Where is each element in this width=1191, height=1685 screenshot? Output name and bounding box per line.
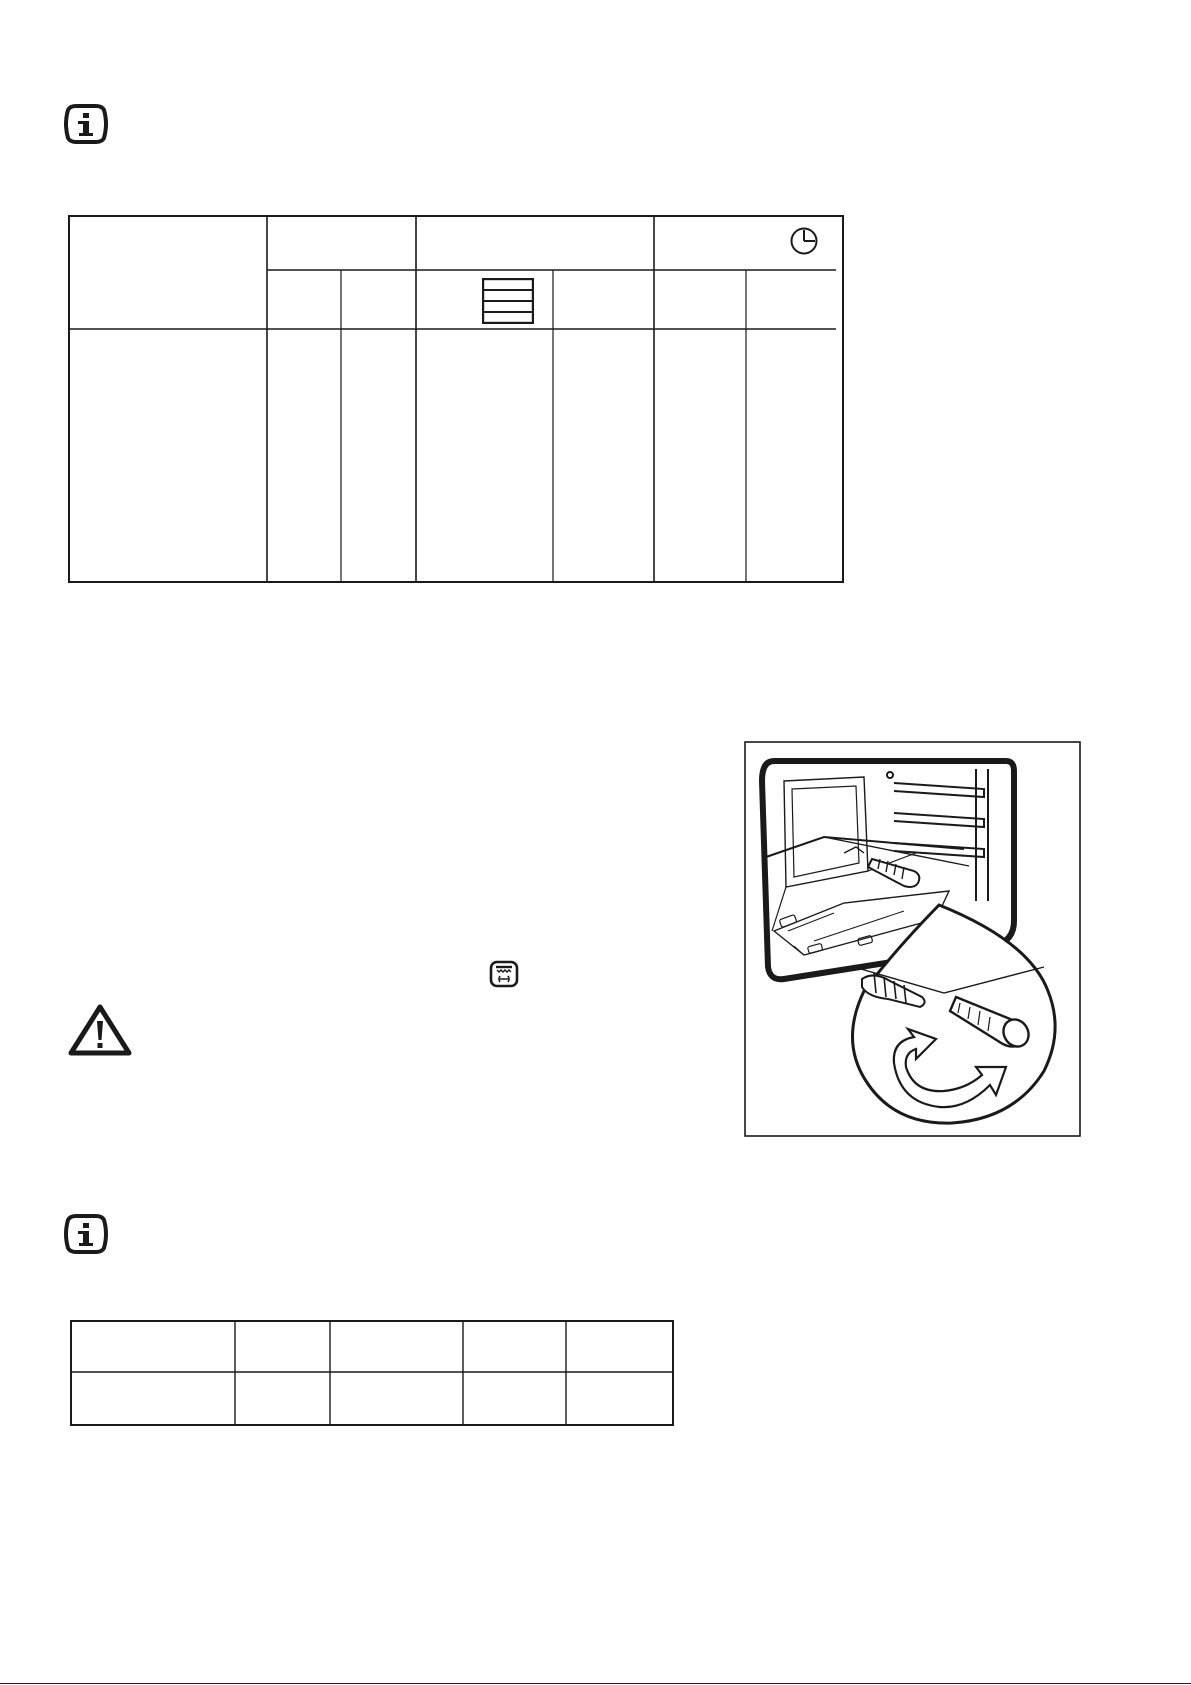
page-bottom-rule [0, 1683, 1191, 1684]
clock-icon [789, 226, 819, 256]
oven-spit-figure [744, 741, 1081, 1137]
info-icon [62, 104, 110, 144]
shelf-position-icon [482, 278, 534, 324]
cooking-table-grid [68, 215, 844, 583]
cooking-table [68, 215, 844, 583]
small-table [70, 1320, 674, 1426]
info-icon [62, 1214, 110, 1254]
warning-triangle-icon [68, 1004, 132, 1056]
oven-function-icon [489, 960, 519, 988]
small-table-grid [70, 1320, 674, 1426]
